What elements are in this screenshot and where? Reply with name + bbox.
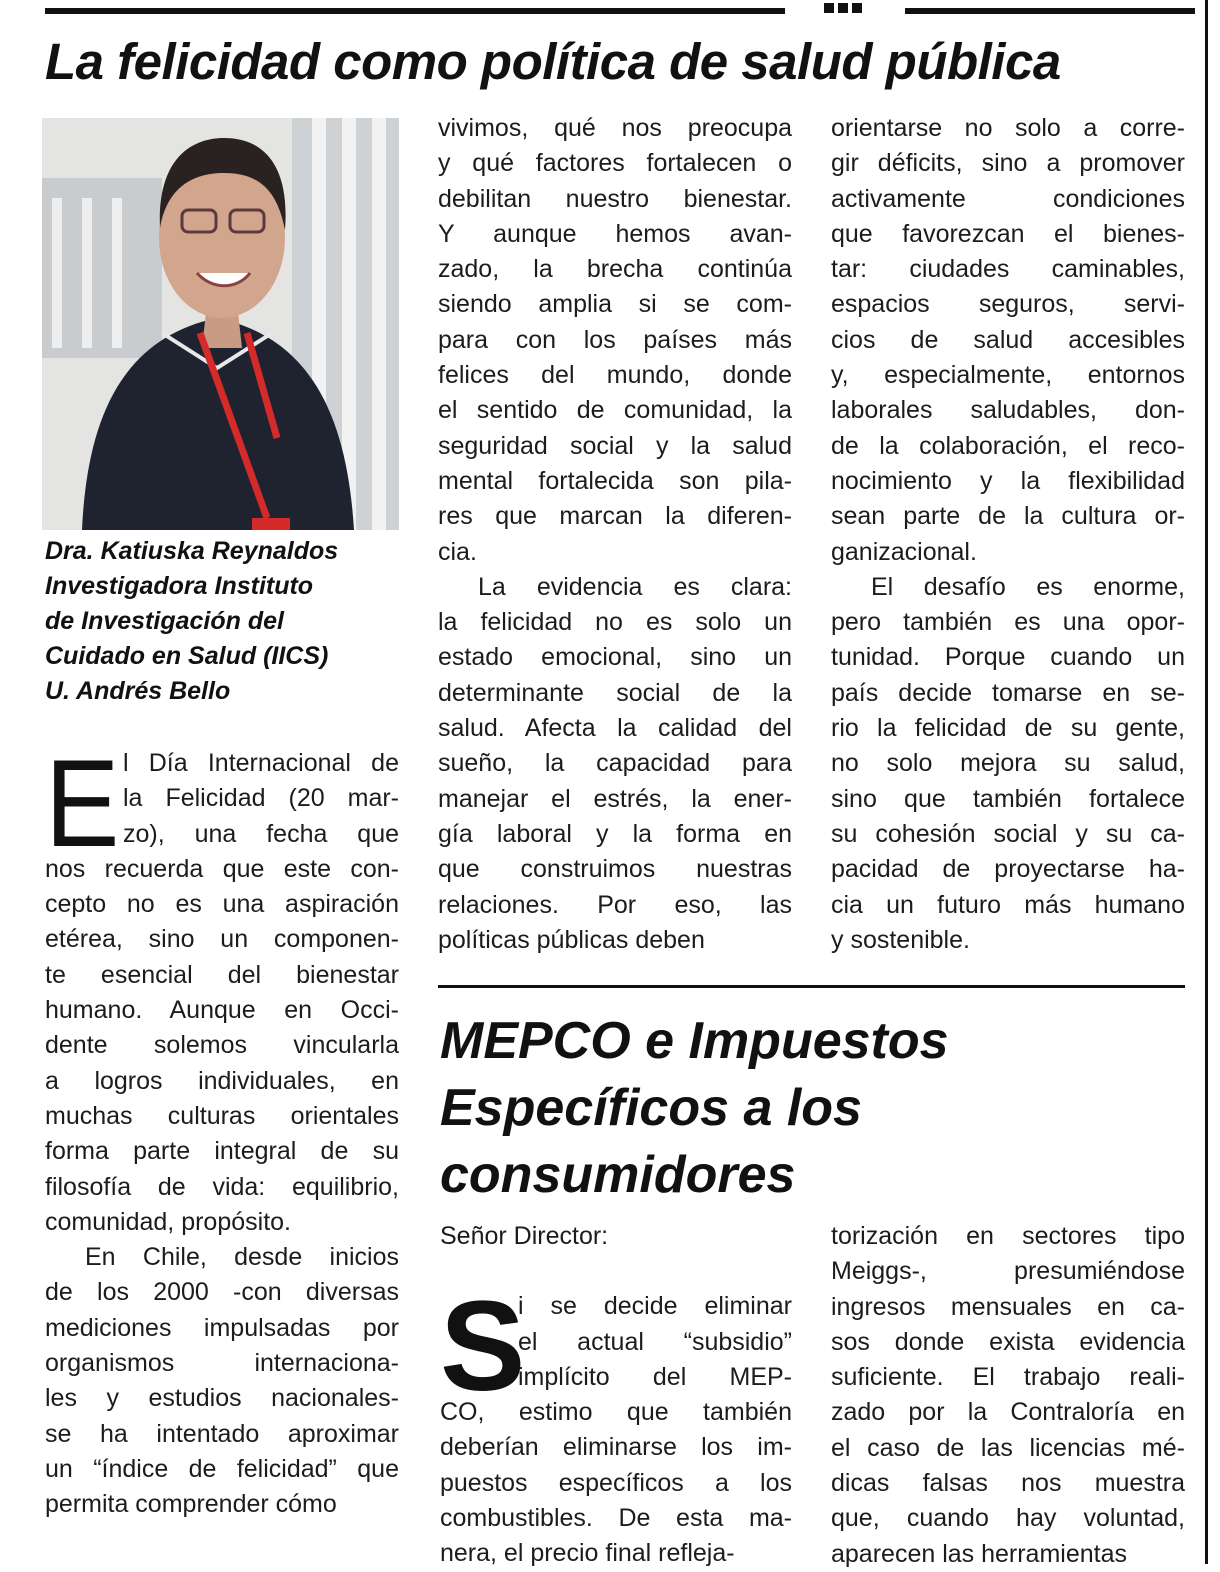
text-line: forma parte integral de su (45, 1137, 399, 1166)
text-line: vivimos, qué nos preocupa (438, 114, 792, 142)
text-line: sean parte de la cultura or- (831, 502, 1185, 531)
text-line: CO, estimo que también (440, 1398, 792, 1427)
text-line: cia un futuro más humano (831, 890, 1185, 919)
drop-cap: E (45, 735, 120, 873)
text-line: humano. Aunque en Occi- (45, 996, 399, 1025)
letter-title-line: Específicos a los (440, 1079, 862, 1137)
drop-cap: S (440, 1275, 526, 1419)
salutation: Señor Director: (440, 1222, 609, 1250)
author-university: U. Andrés Bello (45, 677, 231, 705)
text-line: rio la felicidad de su gente, (831, 714, 1185, 743)
text-line: de la colaboración, el reco- (831, 431, 1185, 460)
text-line: felices del mundo, donde (438, 361, 792, 390)
text-line: nocimiento y la flexibilidad (831, 466, 1185, 495)
text-line: suficiente. El trabajo reali- (831, 1363, 1185, 1392)
text-line: de los 2000 -con diversas (45, 1278, 399, 1307)
text-line: nera, el precio final refleja- (440, 1539, 735, 1568)
author-role: Investigadora Instituto (45, 572, 314, 600)
letter-title (440, 1008, 1190, 1209)
text-line: sino que también fortalece (831, 784, 1185, 813)
text-line: orientarse no solo a corre- (831, 114, 1185, 142)
text-line: puestos específicos a los (440, 1468, 792, 1497)
text-line: nos recuerda que este con- (45, 854, 399, 883)
text-line: muchas culturas orientales (45, 1101, 399, 1130)
article-column-1 (45, 735, 399, 1523)
text-line: mediciones impulsadas por (45, 1313, 399, 1342)
text-line: la Felicidad (20 mar- (123, 784, 399, 813)
text-line: combustibles. De esta ma- (440, 1504, 792, 1533)
text-line: zado, la brecha continúa (438, 255, 792, 284)
text-line: les y estudios nacionales- (45, 1384, 399, 1413)
text-line: En Chile, desde inicios (85, 1243, 399, 1272)
text-line: res que marcan la diferen- (438, 502, 792, 531)
text-line: se ha intentado aproximar (45, 1419, 399, 1448)
text-line: filosofía de vida: equilibrio, (45, 1172, 399, 1201)
text-line: el actual “subsidio” (518, 1327, 792, 1356)
text-line: y qué factores fortalecen o (438, 149, 792, 178)
text-line: te esencial del bienestar (45, 960, 399, 989)
text-line: torización en sectores tipo (831, 1222, 1185, 1250)
text-line: el caso de las licencias mé- (831, 1433, 1185, 1462)
text-line: cepto no es una aspiración (45, 890, 399, 919)
author-photo (42, 118, 399, 530)
text-line: activamente condiciones (831, 184, 1185, 213)
text-line: determinante social de la (438, 678, 792, 707)
text-line: Meiggs-, presumiéndose (831, 1257, 1185, 1286)
text-line: pero también es una opor- (831, 608, 1185, 637)
text-line: que favorezcan el bienes- (831, 219, 1185, 248)
text-line: gir déficits, sino a promover (831, 149, 1185, 178)
text-line: La evidencia es clara: (478, 572, 792, 601)
text-line: pacidad de proyectarse ha- (831, 855, 1185, 884)
text-line: debilitan nuestro bienestar. (438, 184, 792, 213)
text-line: ganizacional. (831, 537, 977, 566)
text-line: espacios seguros, servi- (831, 290, 1185, 319)
text-line: sos donde exista evidencia (831, 1327, 1185, 1356)
text-line: manejar el estrés, la ener- (438, 784, 792, 813)
text-line: sueño, la capacidad para (438, 749, 792, 778)
text-line: l Día Internacional de (123, 749, 399, 777)
letter-title-line: MEPCO e Impuestos (440, 1012, 949, 1070)
letter-column-2 (831, 1219, 1185, 1572)
text-line: Y aunque hemos avan- (438, 219, 792, 248)
right-rule (1205, 0, 1208, 1564)
text-line: la felicidad no es solo un (438, 608, 792, 637)
article-column-3 (831, 111, 1185, 958)
text-line: seguridad social y la salud (438, 431, 792, 460)
top-rule (45, 8, 1195, 14)
text-line: estado emocional, sino un (438, 643, 792, 672)
text-line: que, cuando hay voluntad, (831, 1504, 1185, 1533)
text-line: tunidad. Porque cuando un (831, 643, 1185, 672)
qr-code-icon (785, 0, 905, 16)
text-line: salud. Afecta la calidad del (438, 714, 792, 743)
text-line: país decide tomarse en se- (831, 678, 1185, 707)
text-line: y, especialmente, entornos (831, 361, 1185, 390)
text-line: y sostenible. (831, 925, 970, 954)
text-line: mental fortalecida son pila- (438, 466, 792, 495)
text-line: dicas falsas nos muestra (831, 1469, 1185, 1498)
text-line: un “índice de felicidad” que (45, 1454, 399, 1483)
article-title: La felicidad como política de salud pública (45, 33, 1061, 90)
text-line: siendo amplia si se com- (438, 290, 792, 319)
text-line: no solo mejora su salud, (831, 749, 1185, 778)
author-name: Dra. Katiuska Reynaldos (45, 537, 339, 565)
text-line: cia. (438, 537, 477, 566)
text-line: zado por la Contraloría en (831, 1398, 1185, 1427)
text-line: i se decide eliminar (518, 1292, 792, 1321)
text-line: relaciones. Por eso, las (438, 890, 792, 919)
text-line: el sentido de comunidad, la (438, 396, 792, 425)
article-column-2 (438, 111, 792, 958)
text-line: aparecen las herramientas (831, 1539, 1127, 1568)
text-line: su cohesión social y su ca- (831, 819, 1185, 848)
text-line: para con los países más (438, 325, 792, 354)
text-line: tar: ciudades caminables, (831, 255, 1185, 284)
text-line: implícito del MEP- (518, 1362, 792, 1391)
byline (45, 534, 415, 709)
letter-column-1 (440, 1219, 792, 1572)
text-line: dente solemos vincularla (45, 1031, 399, 1060)
text-line: permita comprender cómo (45, 1490, 337, 1519)
text-line: comunidad, propósito. (45, 1207, 291, 1236)
author-institute-2: Cuidado en Salud (IICS) (45, 642, 329, 670)
text-line: El desafío es enorme, (871, 572, 1185, 601)
text-line: gía laboral y la forma en (438, 819, 792, 848)
text-line: etérea, sino un componen- (45, 925, 399, 954)
text-line: deberían eliminarse los im- (440, 1433, 792, 1462)
letter-title-line: consumidores (440, 1146, 796, 1204)
text-line: ingresos mensuales en ca- (831, 1292, 1185, 1321)
text-line: que construimos nuestras (438, 855, 792, 884)
text-line: laborales saludables, don- (831, 396, 1185, 425)
text-line: organismos internaciona- (45, 1349, 399, 1378)
section-divider (438, 985, 1185, 988)
text-line: a logros individuales, en (45, 1066, 399, 1095)
text-line: cios de salud accesibles (831, 325, 1185, 354)
text-line: zo), una fecha que (123, 819, 399, 848)
text-line: políticas públicas deben (438, 925, 705, 954)
author-institute-1: de Investigación del (45, 607, 284, 635)
